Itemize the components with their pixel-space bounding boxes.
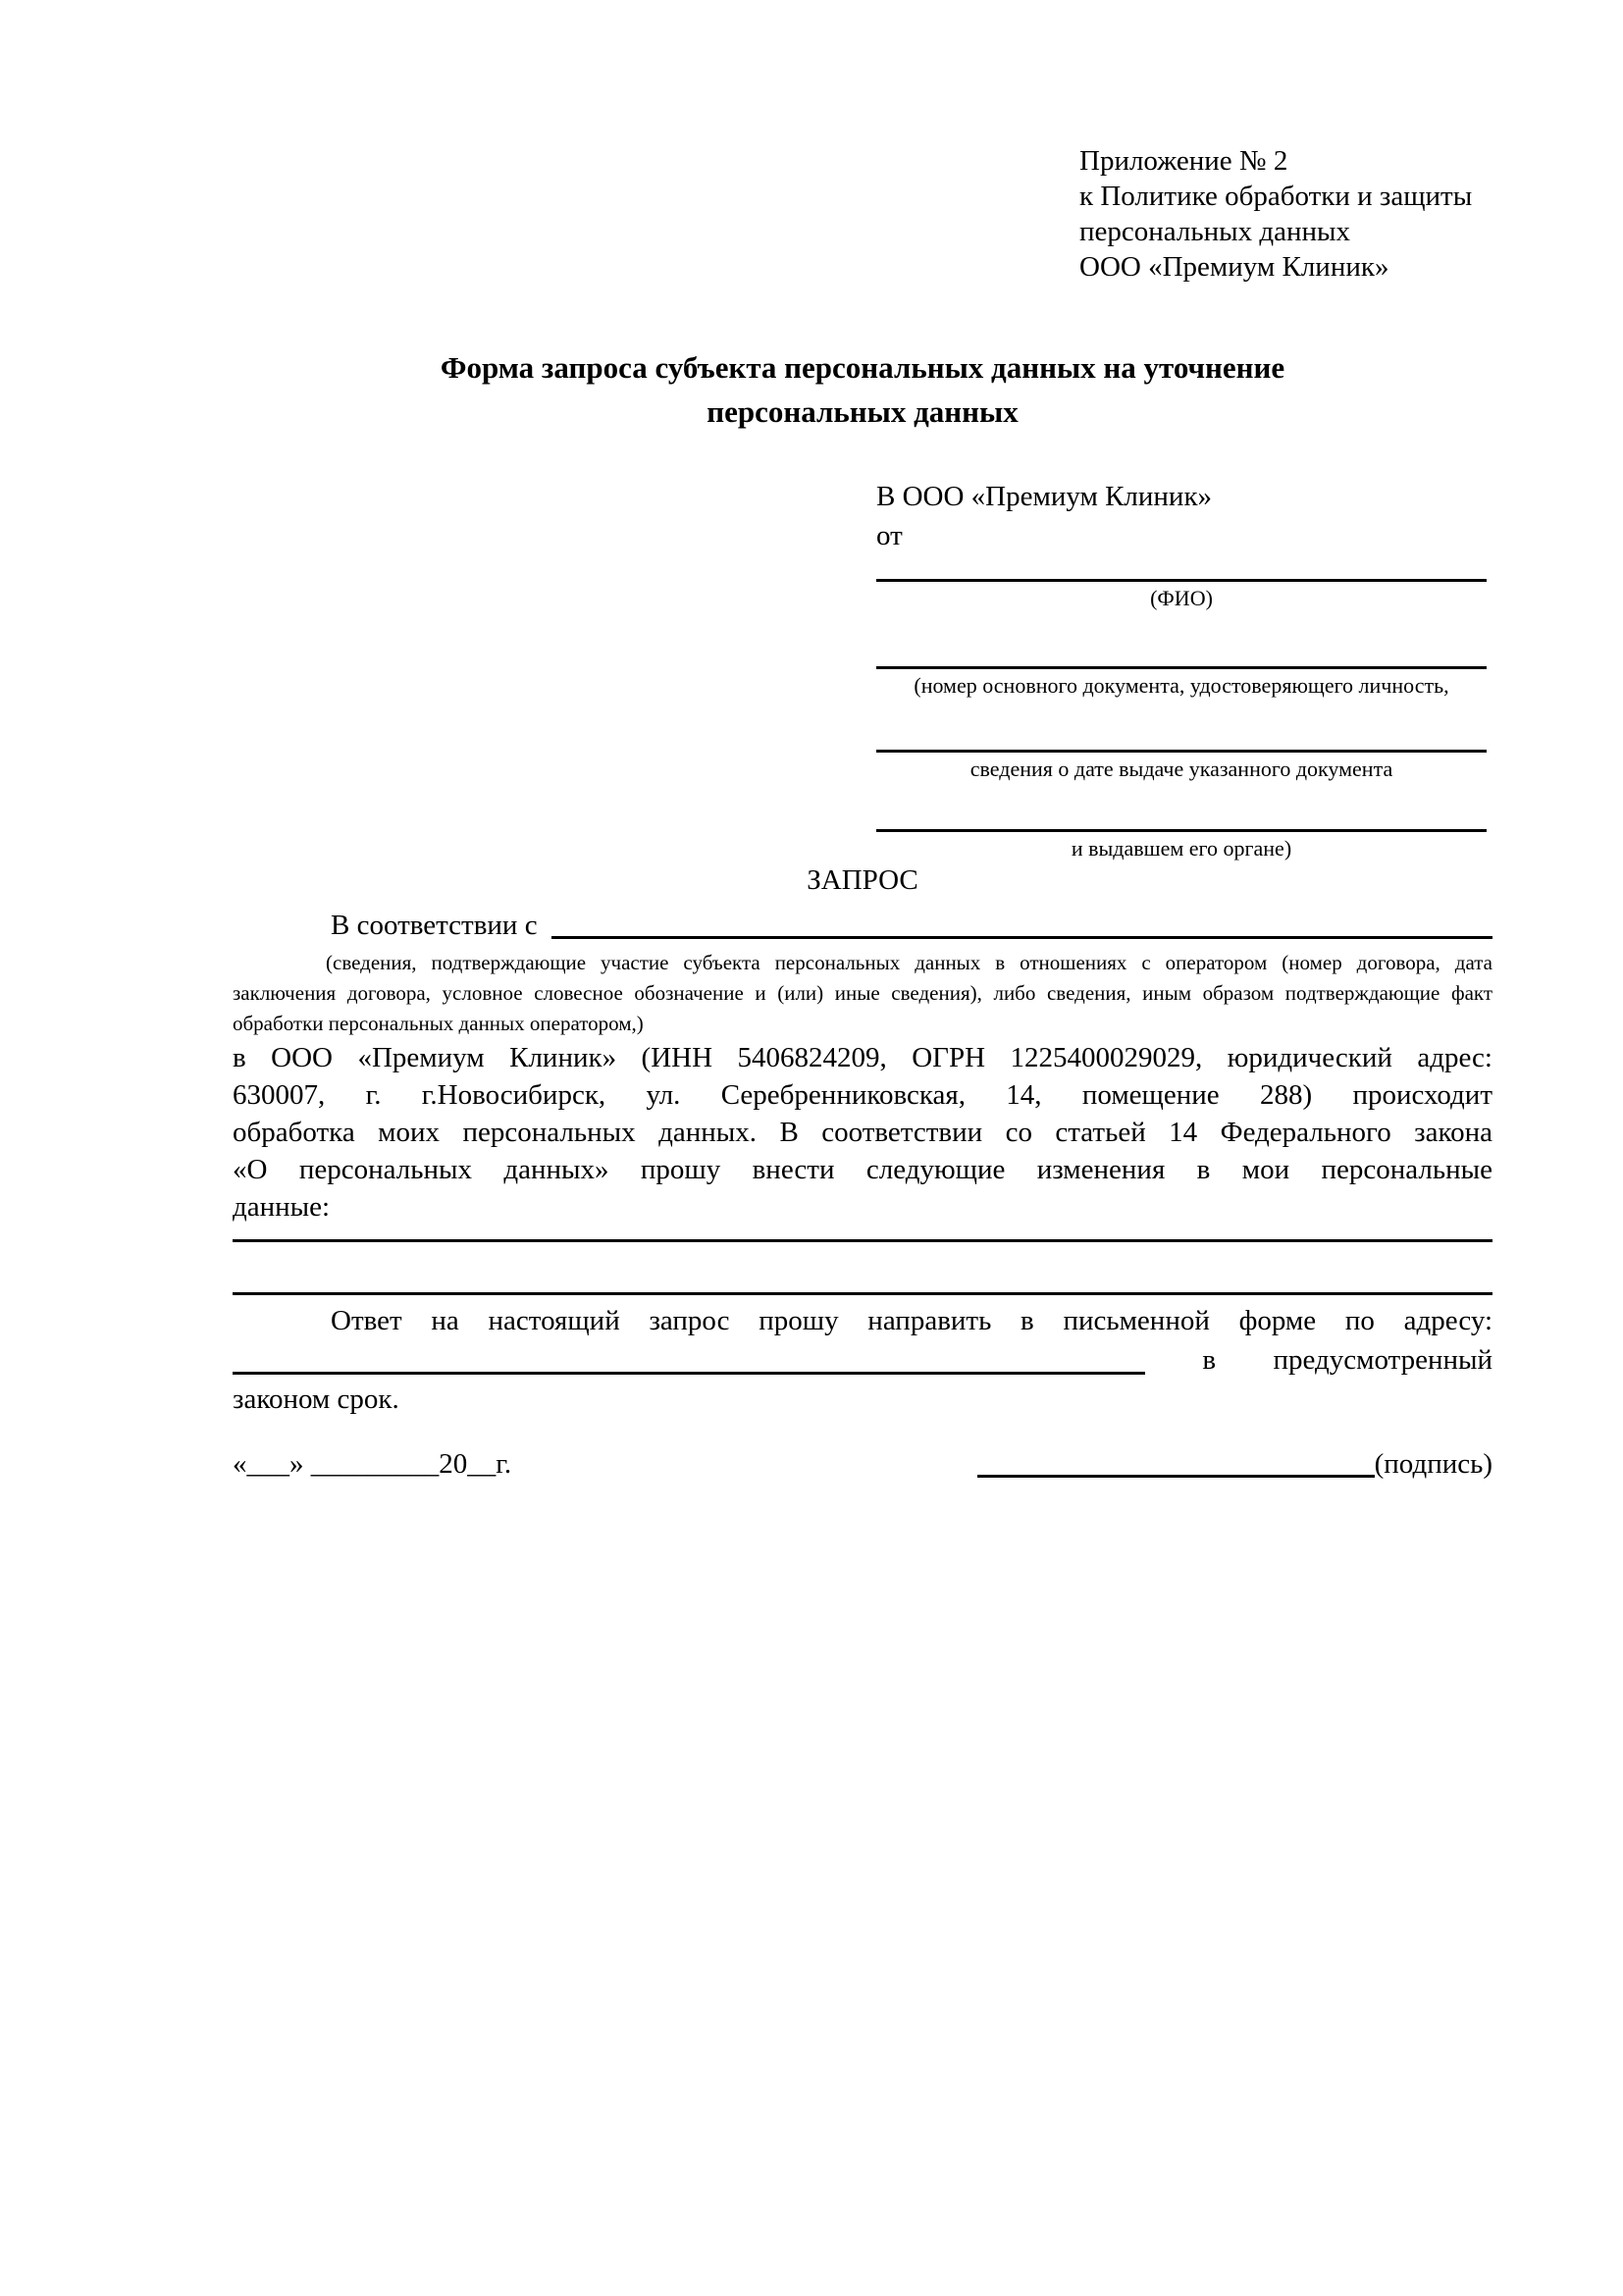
issuing-authority-caption: и выдавшем его органе) xyxy=(1071,836,1292,861)
body-line: обработка моих персональных данных. В соответствии со статьей 14 Федерального закона xyxy=(233,1117,1492,1148)
addressee-block xyxy=(876,477,1487,863)
document-number-blank-line xyxy=(876,613,1487,669)
reply-word: предусмотренный xyxy=(1273,1344,1492,1376)
body-line: данные: xyxy=(233,1191,331,1223)
footnote-line: (сведения, подтверждающие участие субъекта персональных данных в отношениях с оператором (номер договора, дата xyxy=(326,951,1492,974)
title-line-2: персональных данных xyxy=(707,394,1019,429)
request-heading: ЗАПРОС xyxy=(807,864,918,896)
title-line-1: Форма запроса субъекта персональных данных на уточнение xyxy=(440,350,1285,385)
basis-blank-line xyxy=(551,905,1492,939)
appendix-line: ООО «Премиум Клиник» xyxy=(1079,251,1389,283)
addressee-to: В ООО «Премиум Клиник» xyxy=(876,481,1213,512)
footnote-line: обработки персональных данных оператором,) xyxy=(233,1012,644,1035)
basis-row xyxy=(233,905,1492,946)
body-line: «О персональных данных» прошу внести следующие изменения в мои персональные xyxy=(233,1154,1492,1185)
fio-caption: (ФИО) xyxy=(1150,586,1213,610)
basis-intro-text: В соответствии с xyxy=(331,910,538,941)
appendix-line: персональных данных xyxy=(1079,216,1351,247)
appendix-line: Приложение № 2 xyxy=(1079,145,1288,177)
date-signature-row xyxy=(233,1444,1492,1484)
address-blank-line xyxy=(233,1342,1145,1375)
addressee-from: от xyxy=(876,520,903,551)
date-line: «___» _________20__г. xyxy=(233,1448,512,1480)
request-body xyxy=(233,1039,1492,1226)
signature-blank-line xyxy=(977,1445,1375,1478)
basis-footnote xyxy=(233,948,1492,1039)
reply-line: законом срок. xyxy=(233,1383,399,1415)
issue-date-caption: сведения о дате выдаче указанного документа xyxy=(969,757,1393,781)
appendix-block xyxy=(1079,143,1501,285)
issuing-authority-blank-line xyxy=(876,784,1487,832)
document-number-caption: (номер основного документа, удостоверяющего личность, xyxy=(914,673,1449,698)
request-section xyxy=(233,861,1492,1484)
footnote-line: заключения договора, условное словесное обозначение и (или) иные сведения), либо сведения, иным образом подтверждающие факт xyxy=(233,981,1492,1005)
fio-blank-line xyxy=(876,555,1487,582)
body-line: 630007, г. г.Новосибирск, ул. Серебренниковская, 14, помещение 288) происходит xyxy=(233,1079,1492,1111)
signature-caption: (подпись) xyxy=(1374,1448,1492,1480)
changes-blank-line-2 xyxy=(233,1242,1492,1295)
body-line: в ООО «Премиум Клиник» (ИНН 5406824209, ОГРН 1225400029029, юридический адрес: xyxy=(233,1042,1492,1073)
reply-line: Ответ на настоящий запрос прошу направить в письменной форме по адресу: xyxy=(331,1305,1492,1336)
reply-address-row xyxy=(233,1340,1492,1380)
appendix-line: к Политике обработки и защиты xyxy=(1079,181,1473,212)
changes-blank-line-1 xyxy=(233,1226,1492,1242)
document-title xyxy=(233,345,1492,434)
paragraph-indent xyxy=(233,905,331,946)
issue-date-blank-line xyxy=(876,701,1487,753)
reply-paragraph xyxy=(233,1301,1492,1419)
reply-word: в xyxy=(1202,1344,1217,1376)
